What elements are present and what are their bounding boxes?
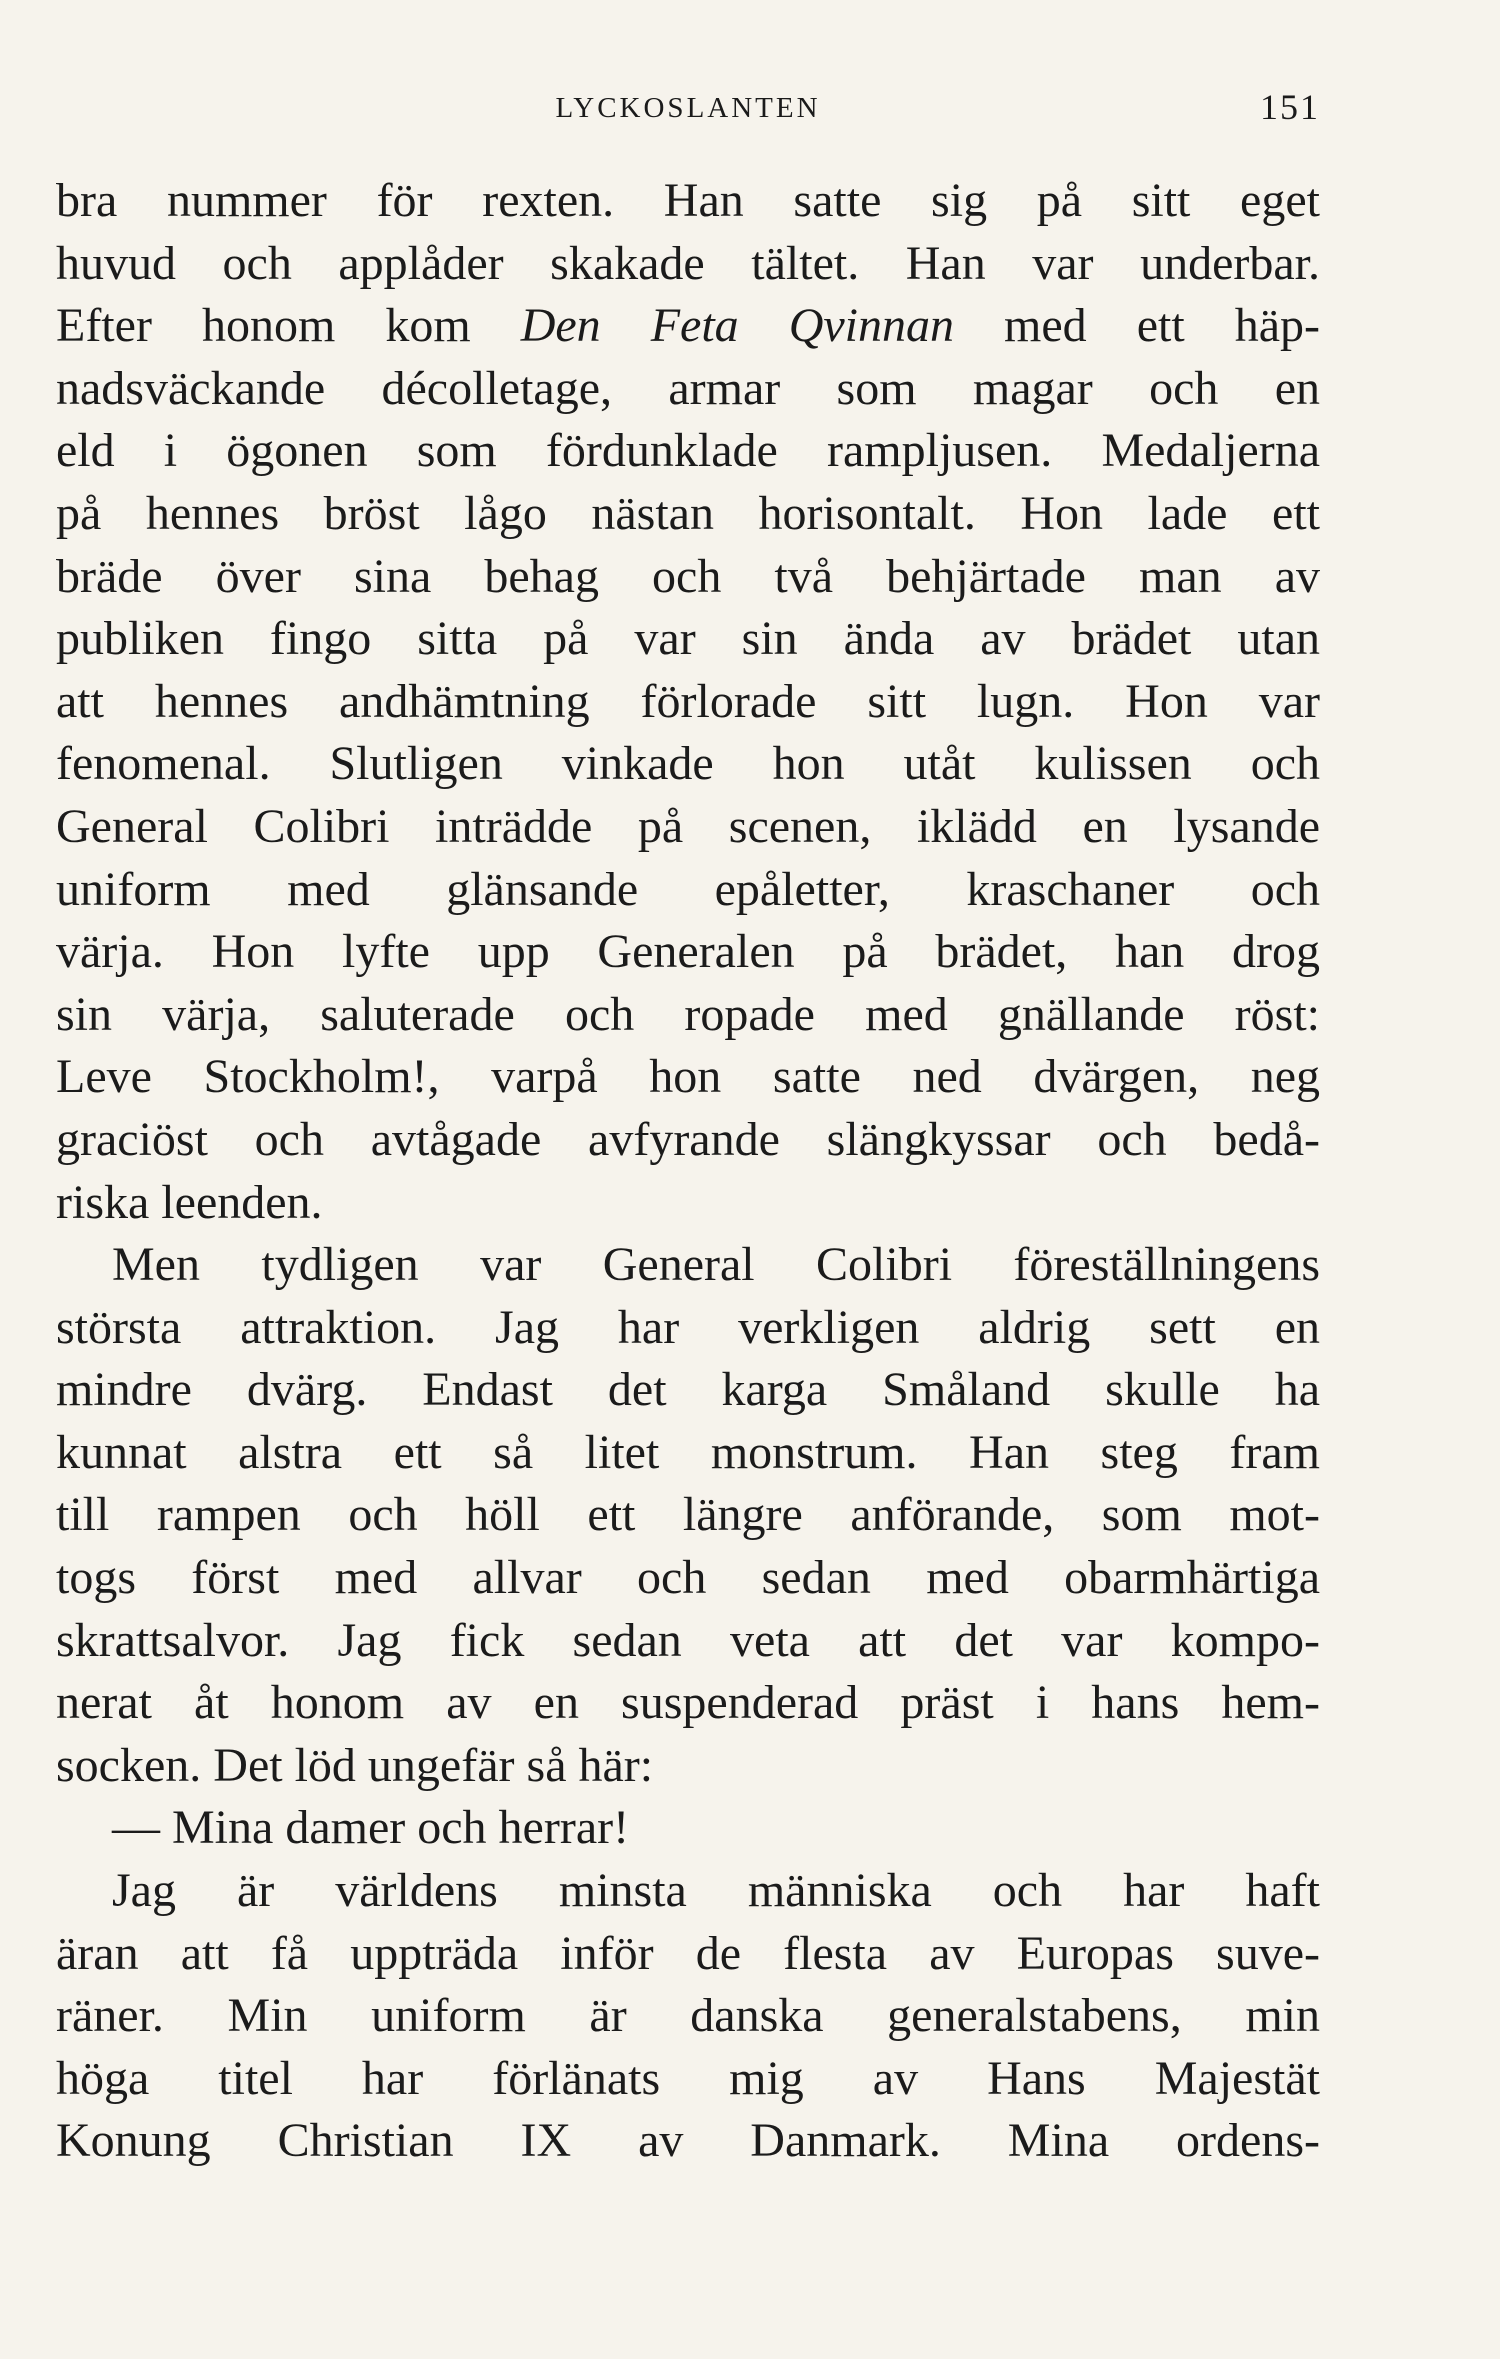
text-line: äran att få uppträda inför de flesta av Europas suve- xyxy=(56,1926,1320,1980)
text-line: General Colibri inträdde på scenen, iklädd en lysande xyxy=(56,799,1320,853)
page-header xyxy=(56,86,1320,126)
text-line: räner. Min uniform är danska generalstabens, min xyxy=(56,1989,1320,2043)
text-line: Konung Christian IX av Danmark. Mina ordens- xyxy=(56,2114,1320,2168)
text-line: togs först med allvar och sedan med obarmhärtiga xyxy=(56,1551,1320,1605)
text-line-with-italic xyxy=(56,295,1320,358)
running-head: LYCKOSLANTEN xyxy=(555,92,821,124)
text-line: riska leenden. xyxy=(56,1175,323,1229)
text-line: publiken fingo sitta på var sin ända av brädet utan xyxy=(56,612,1320,666)
text-line: att hennes andhämtning förlorade sitt lugn. Hon var xyxy=(56,674,1320,728)
paragraph xyxy=(56,1234,1320,1797)
text-segment: Efter honom kom xyxy=(56,299,521,353)
text-line: sin värja, saluterade och ropade med gnällande röst: xyxy=(56,987,1320,1041)
text-line: skrattsalvor. Jag fick sedan veta att det var kompo- xyxy=(56,1613,1320,1667)
text-line: till rampen och höll ett längre anförande, som mot- xyxy=(56,1488,1320,1542)
paragraph xyxy=(56,1797,1320,1860)
text-line: Leve Stockholm!, varpå hon satte ned dvärgen, neg xyxy=(56,1050,1320,1104)
text-line: nerat åt honom av en suspenderad präst i hans hem- xyxy=(56,1676,1320,1730)
text-line: på hennes bröst lågo nästan horisontalt. Hon lade ett xyxy=(56,486,1320,540)
text-line: huvud och applåder skakade tältet. Han var underbar. xyxy=(56,236,1320,290)
italic-title: Den Feta Qvinnan xyxy=(520,299,954,353)
text-line: uniform med glänsande epåletter, kraschaner och xyxy=(56,862,1320,916)
body-text xyxy=(56,170,1320,2173)
text-line: eld i ögonen som fördunklade rampljusen. Medaljerna xyxy=(56,424,1320,478)
paragraph xyxy=(56,1860,1320,2173)
text-line: höga titel har förlänats mig av Hans Majestät xyxy=(56,2051,1320,2105)
text-line: bra nummer för rexten. Han satte sig på sitt eget xyxy=(56,174,1320,227)
dialogue-line: — Mina damer och herrar! xyxy=(112,1801,630,1855)
paragraph xyxy=(56,170,1320,1234)
page-number: 151 xyxy=(1260,87,1320,127)
text-line: största attraktion. Jag har verkligen aldrig sett en xyxy=(56,1300,1320,1354)
text-line: graciöst och avtågade avfyrande slängkyssar och bedå- xyxy=(56,1112,1320,1166)
text-line: värja. Hon lyfte upp Generalen på brädet, han drog xyxy=(56,925,1320,979)
text-line: Men tydligen var General Colibri föreställningens xyxy=(112,1238,1320,1292)
text-line: mindre dvärg. Endast det karga Småland skulle ha xyxy=(56,1363,1320,1417)
text-segment: med ett häp- xyxy=(954,299,1320,353)
text-line: kunnat alstra ett så litet monstrum. Han steg fram xyxy=(56,1425,1320,1479)
text-line: nadsväckande décolletage, armar som magar och en xyxy=(56,361,1320,415)
text-line: bräde över sina behag och två behjärtade man av xyxy=(56,549,1320,603)
text-line: socken. Det löd ungefär så här: xyxy=(56,1738,654,1792)
text-line: fenomenal. Slutligen vinkade hon utåt kulissen och xyxy=(56,737,1320,791)
text-line: Jag är världens minsta människa och har haft xyxy=(112,1864,1320,1918)
